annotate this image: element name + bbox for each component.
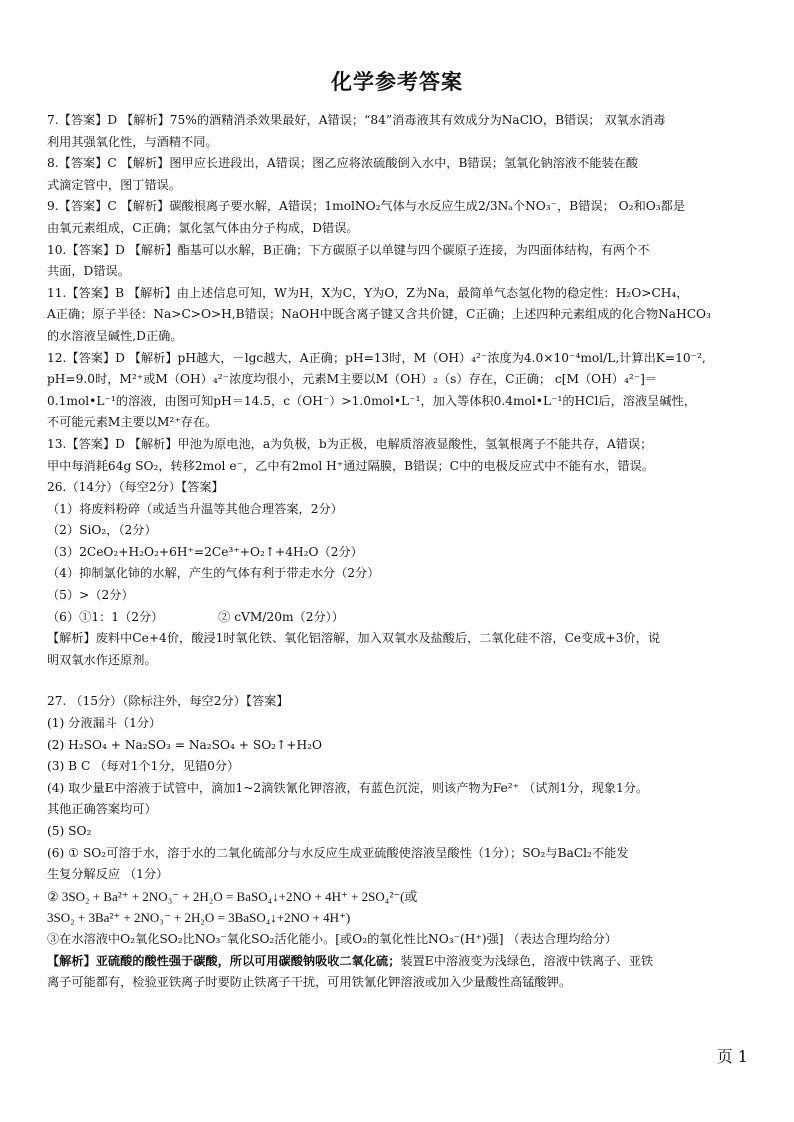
q10-line-1: 10.【答案】D 【解析】酯基可以水解，B正确；下方碳原子以单键与四个碳原子连接，为四面体结构，有两个不 xyxy=(47,242,650,257)
q27-header: 27. （15分）（除标注外，每空2分）【答案】 xyxy=(47,694,289,709)
q12-line-3: 0.1mol•L⁻¹的溶液，由图可知pH＝14.5，c（OH⁻）>1.0mol•L⁻¹，加入等体积0.4mol•L⁻¹的HCl后，溶液呈碱性， xyxy=(47,393,696,408)
q13-line-1: 13.【答案】D 【解析】甲池为原电池，a为负极，b为正极，电解质溶液显酸性，氢氧根离子不能共存，A错误； xyxy=(47,436,653,451)
q13-line-2: 甲中每消耗64g SO₂，转移2mol e⁻，乙中有2mol H⁺通过隔膜，B错误；C中的电极反应式中不能有水，错误。 xyxy=(47,458,654,473)
q9-line-2: 由氧元素组成，C正确；氯化氢气体由分子构成，D错误。 xyxy=(47,220,359,235)
q12-line-4: 不可能元素M主要以M²⁺存在。 xyxy=(47,415,218,430)
q10-line-2: 共面，D错误。 xyxy=(47,264,130,279)
q26-answer-5: （5）>（2分） xyxy=(47,588,134,603)
q27-answer-5: (5) SO₂ xyxy=(47,824,92,838)
q27-analysis-line-2: 离子可能都有，检验亚铁离子时要防止铁离子干扰，可用铁氰化钾溶液或加入少量酸性高锰酸钾。 xyxy=(47,975,572,990)
q8-line-1: 8.【答案】C 【解析】图甲应长进段出，A错误；图乙应将浓硫酸倒入水中，B错误；氢氧化钠溶液不能装在酸 xyxy=(47,156,639,171)
q12-line-1: 12.【答案】D 【解析】pH越大，－lgc越大，A正确；pH=13时，M（OH）₄²⁻浓度为4.0×10⁻⁴mol/L,计算出K=10⁻², xyxy=(47,350,706,365)
q7-line-2: 利用其强氧化性，与酒精不同。 xyxy=(47,134,218,149)
page-title: 化学参考答案 xyxy=(331,70,463,94)
analysis-bold-text: 亚硫酸的酸性强于碳酸，所以可用碳酸钠吸收二氧化硫； xyxy=(95,953,401,968)
q27-analysis-line-1 xyxy=(47,951,749,973)
q27-answer-3: (3) B C （每对1个1分，见错0分） xyxy=(47,759,240,774)
section-gap xyxy=(47,671,749,691)
q27-answer-6-line-1: (6) ① SO₂可溶于水，溶于水的二氧化硫部分与水反应生成亚硫酸使溶液呈酸性（1分）；SO₂与BaCl₂不能发 xyxy=(47,845,629,860)
analysis-text: 装置E中溶液变为浅绿色，溶液中铁离子、亚铁 xyxy=(400,953,654,968)
q26-header: 26.（14分）（每空2分）【答案】 xyxy=(47,480,224,495)
q26-answer-4: （4）抑制氯化铈的水解，产生的气体有利于带走水分（2分） xyxy=(47,566,380,581)
q27-equation-1: ② 3SO₂ + Ba²⁺ + 2NO₃⁻ + 2H₂O = BaSO₄↓+2NO + 4H⁺ + 2SO₄²⁻(或 xyxy=(47,888,418,904)
q7-line-1: 7.【答案】D 【解析】75%的酒精消杀效果最好，A错误；“84”消毒液其有效成分为NaClO，B错误； 双氧水消毒 xyxy=(47,113,666,127)
q11-line-3: 的水溶液呈碱性,D正确。 xyxy=(47,328,183,343)
q27-answer-6-line-2: 生复分解反应 （1分） xyxy=(47,867,169,882)
q26-analysis-1: 【解析】废料中Ce+4价，酸浸1时氧化铁、氧化铝溶解，加入双氧水及盐酸后，二氧化硅不溶，Ce变成+3价，说 xyxy=(47,631,661,646)
q8-line-2: 式滴定管中，图丁错误。 xyxy=(47,177,182,192)
q26-answer-6: （6）①1：1（2分） ② cVM/20m（2分）） xyxy=(47,609,344,624)
analysis-label: 【解析】 xyxy=(47,953,96,968)
q27-answer-2: (2) H₂SO₄ + Na₂SO₃ = Na₂SO₄ + SO₂↑+H₂O xyxy=(47,737,322,752)
page-number: 页 1 xyxy=(716,1047,748,1066)
q26-answer-3: （3）2CeO₂+H₂O₂+6H⁺=2Ce³⁺+O₂↑+4H₂O（2分） xyxy=(47,544,363,559)
q26-answer-1: （1）将废料粉碎（或适当升温等其他合理答案，2分） xyxy=(47,501,343,516)
q26-answer-2: （2）SiO₂，（2分） xyxy=(47,523,157,538)
q27-answer-1: (1) 分液漏斗（1分） xyxy=(47,716,162,731)
q27-answer-6-part-3: ③在水溶液中O₂氧化SO₂比NO₃⁻氧化SO₂活化能小。[或O₂的氧化性比NO₃⁻(H⁺)强] （表达合理均给分） xyxy=(47,931,618,946)
q27-answer-4-line-1: (4) 取少量E中溶液于试管中，滴加1~2滴铁氰化钾溶液，有蓝色沉淀，则该产物为Fe²⁺ （试剂1分，现象1分。 xyxy=(47,780,649,795)
answer-content xyxy=(47,110,749,994)
q9-line-1: 9.【答案】C 【解析】碳酸根离子要水解，A错误；1molNO₂气体与水反应生成2/3Nₐ个NO₃⁻，B错误； O₂和O₃都是 xyxy=(47,199,686,214)
q12-line-2: pH=9.0时，M²⁺或M（OH）₄²⁻浓度均很小，元素M主要以M（OH）₂（s）存在，C正确； c[M（OH）₄²⁻]＝ xyxy=(47,372,658,387)
q11-line-1: 11.【答案】B 【解析】由上述信息可知，W为H，X为C，Y为O，Z为Na，最简单气态氢化物的稳定性：H₂O>CH₄， xyxy=(47,285,689,300)
q27-answer-4-line-2: 其他正确答案均可） xyxy=(47,802,157,817)
q27-equation-2: 3SO₂ + 3Ba²⁺ + 2NO₃⁻ + 2H₂O = 3BaSO₄↓+2NO + 4H⁺) xyxy=(47,910,351,926)
q26-analysis-2: 明双氧水作还原剂。 xyxy=(47,652,157,667)
q11-line-2: A正确；原子半径：Na>C>O>H,B错误；NaOH中既含离子键又含共价键，C正确；上述四种元素组成的化合物NaHCO₃ xyxy=(47,307,711,322)
